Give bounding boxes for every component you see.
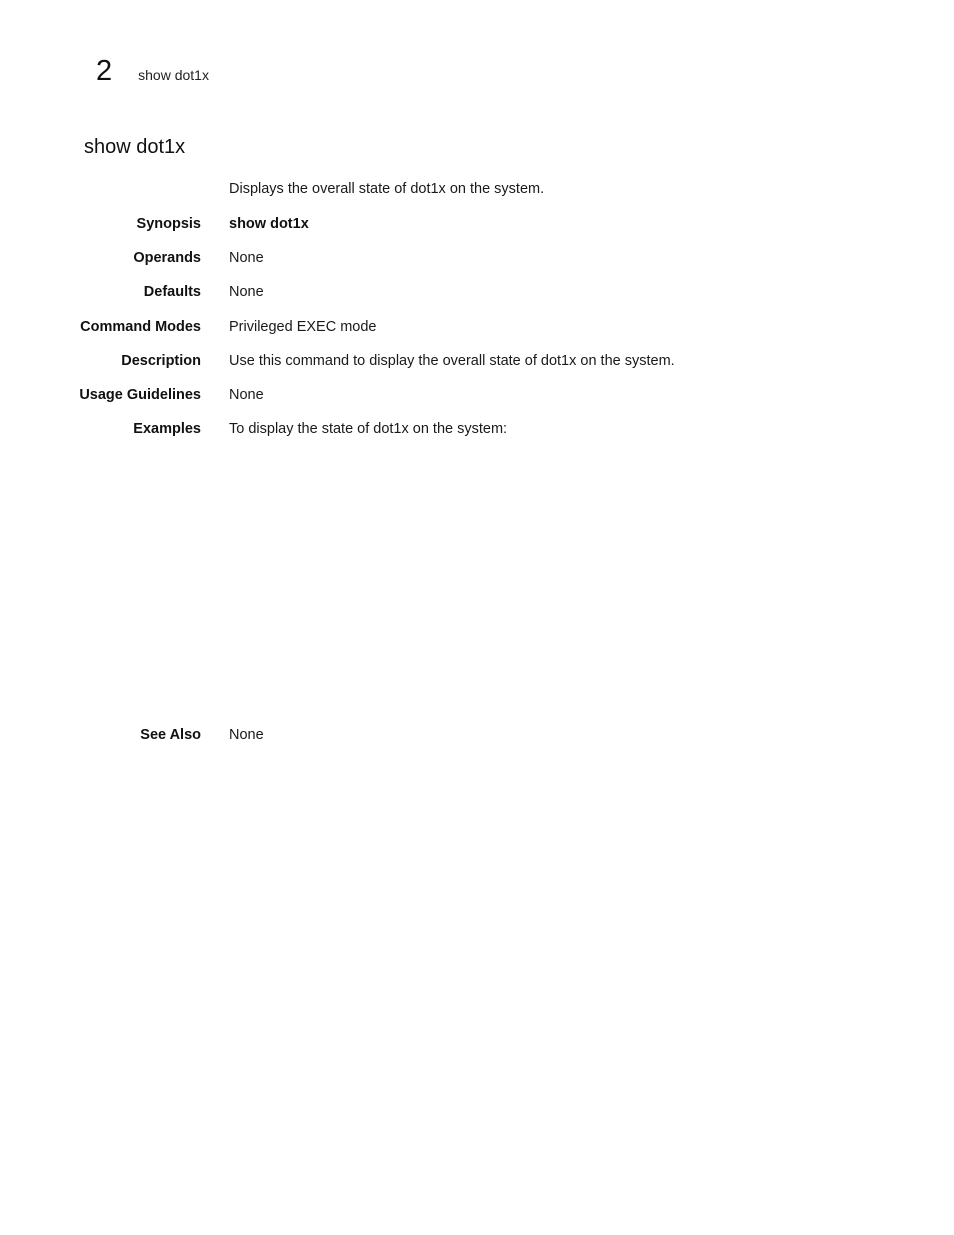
- usage-guidelines-value: None: [229, 387, 264, 403]
- description-label: Description: [121, 353, 201, 369]
- see-also-value: None: [229, 727, 264, 743]
- operands-label: Operands: [133, 250, 201, 266]
- usage-guidelines-label: Usage Guidelines: [79, 387, 201, 403]
- defaults-label: Defaults: [143, 284, 201, 300]
- operands-value: None: [229, 250, 264, 266]
- defaults-value: None: [229, 284, 264, 300]
- examples-value: To display the state of dot1x on the system:: [229, 421, 508, 437]
- description-value: Use this command to display the overall state of dot1x on the system.: [229, 353, 675, 369]
- running-title: show dot1x: [138, 67, 209, 83]
- command-modes-label: Command Modes: [80, 319, 201, 335]
- examples-label: Examples: [133, 421, 201, 437]
- synopsis-value: show dot1x: [229, 216, 309, 232]
- page-header: [96, 54, 209, 88]
- command-modes-value: Privileged EXEC mode: [229, 319, 377, 335]
- section-title: show dot1x: [84, 136, 186, 158]
- synopsis-label: Synopsis: [136, 216, 201, 232]
- intro-text: Displays the overall state of dot1x on the system.: [229, 181, 545, 197]
- see-also-label: See Also: [140, 727, 201, 743]
- chapter-number: 2: [96, 55, 113, 87]
